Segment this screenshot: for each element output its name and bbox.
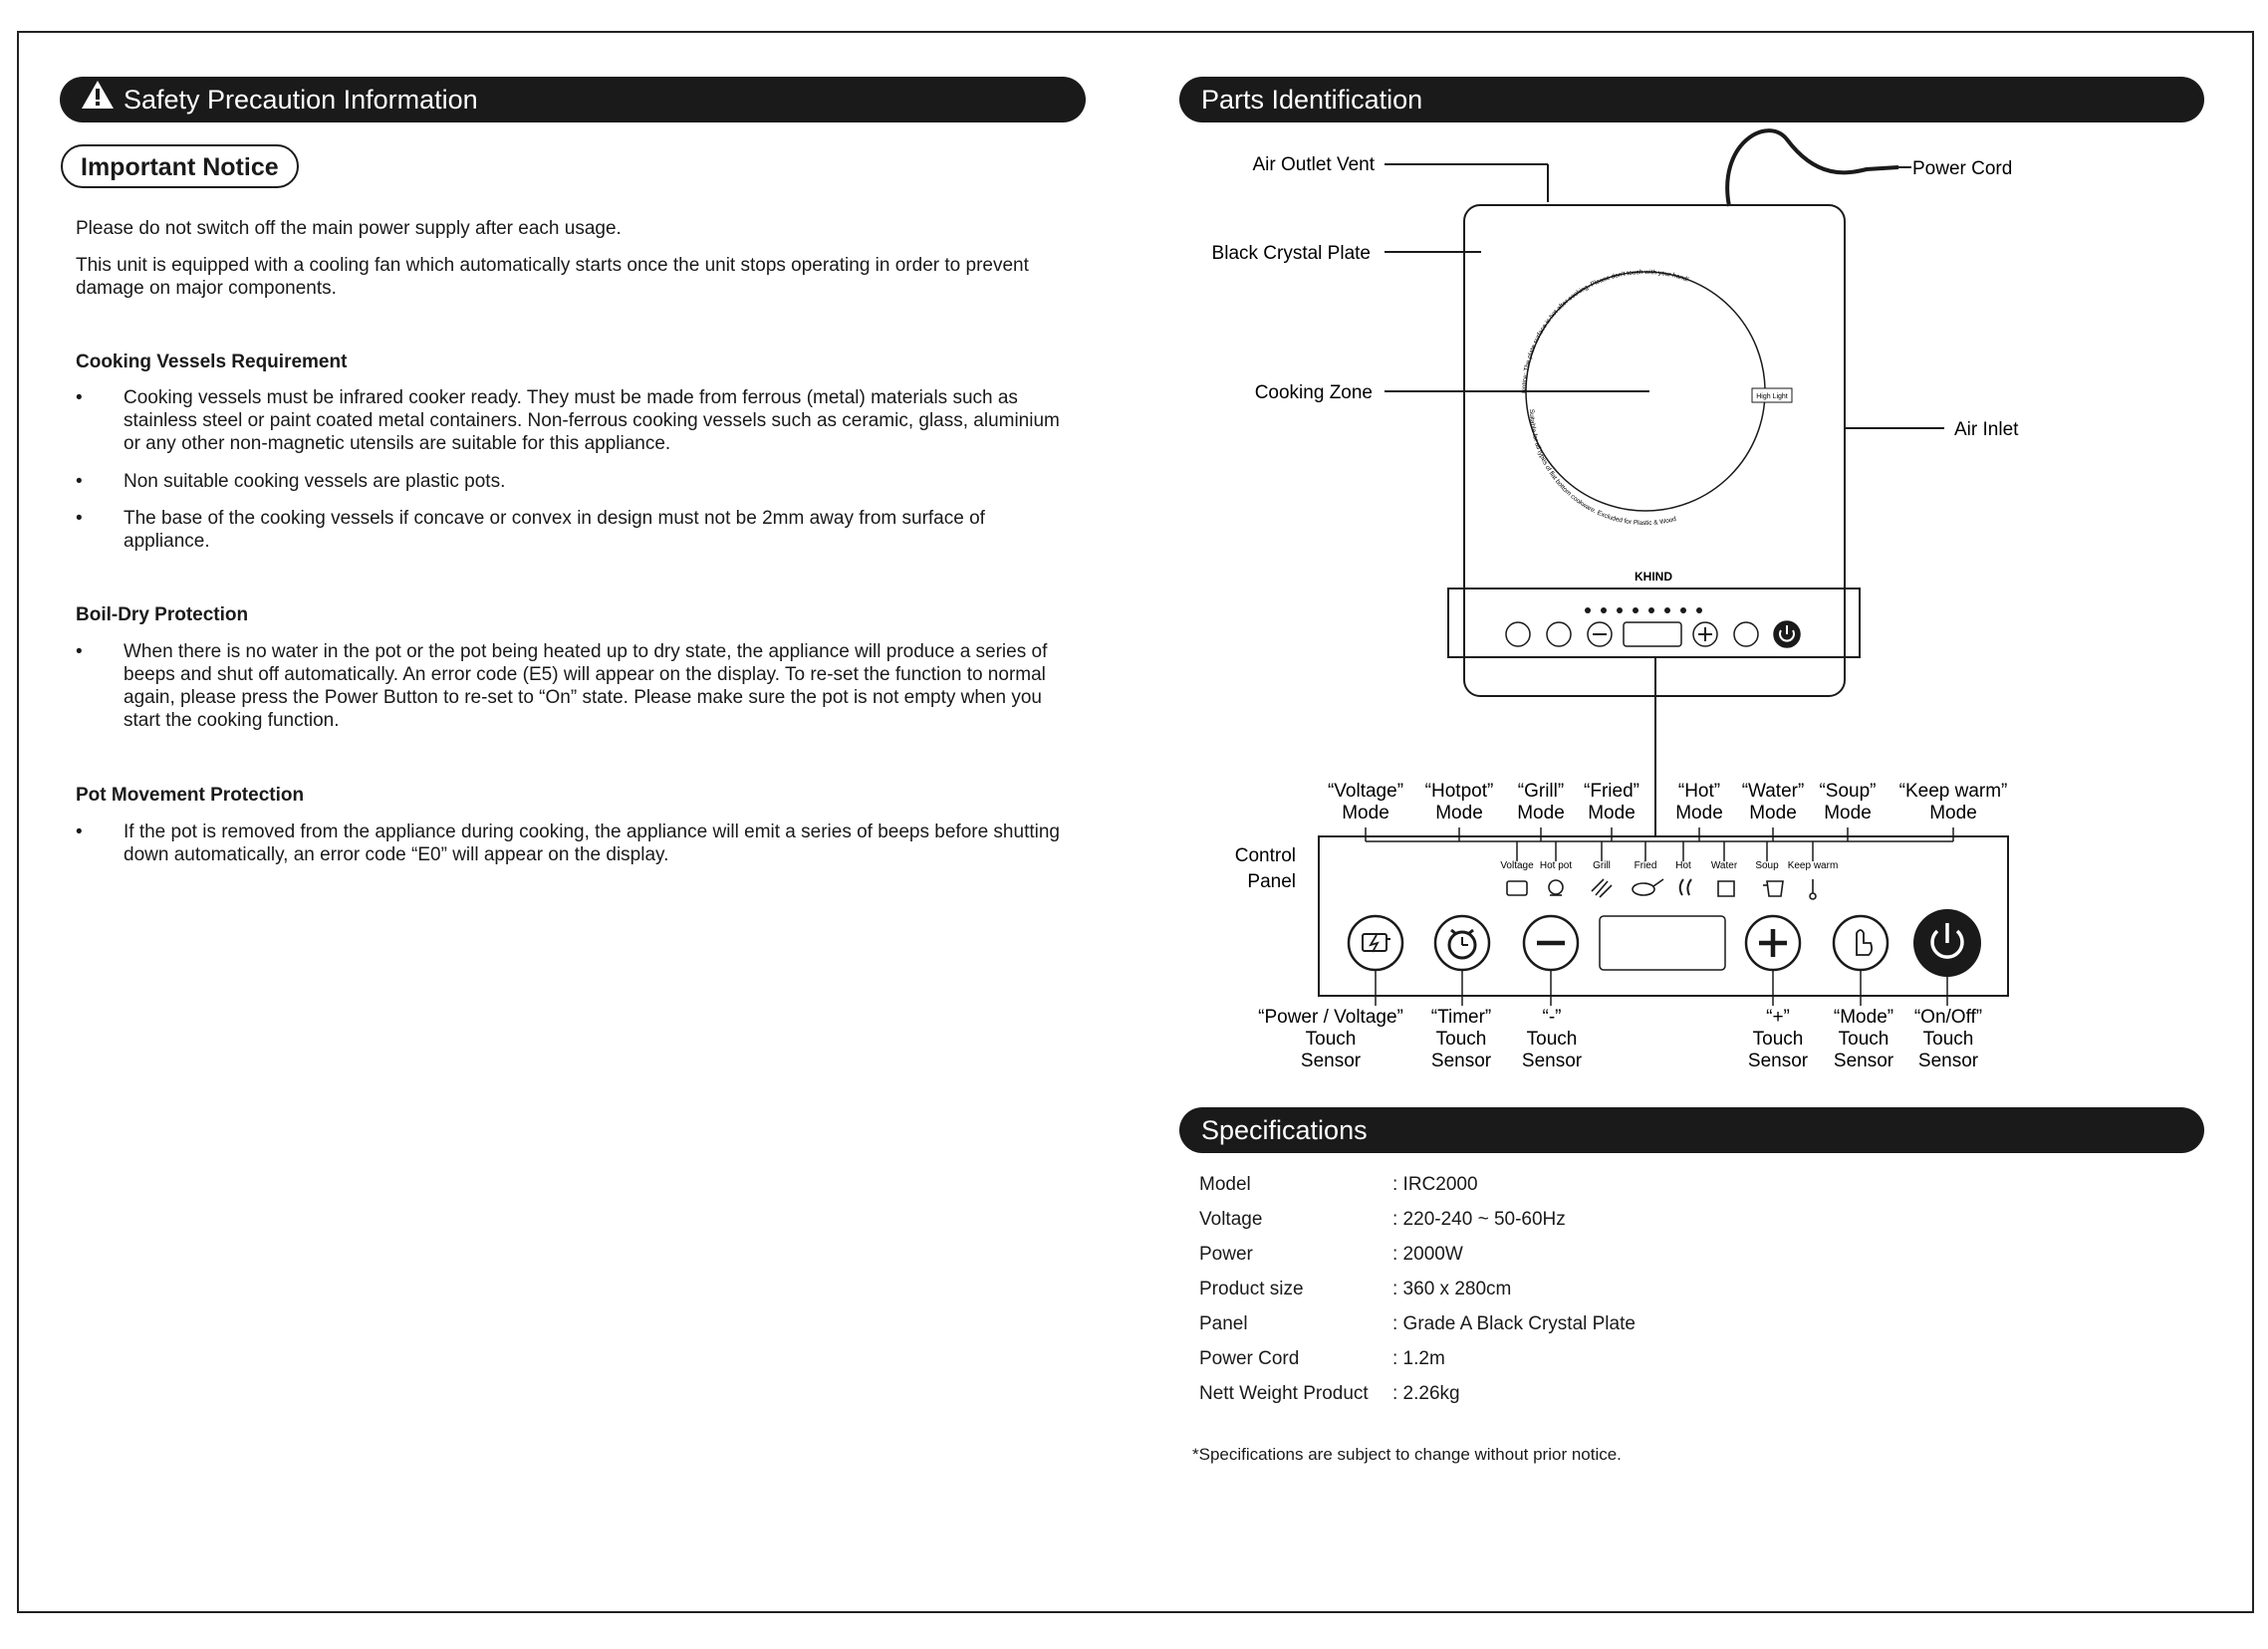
svg-text:Mode: Mode [1517, 803, 1565, 824]
on-off-button [1913, 909, 1981, 977]
parts-section-header: Parts Identification [1179, 77, 2204, 122]
svg-text:“Grill”: “Grill” [1517, 781, 1565, 802]
intro-paragraph: This unit is equipped with a cooling fan which automatically starts once the unit stops operating in order to prevent damage on major components. [76, 255, 1029, 299]
air-outlet-label: Air Outlet Vent [1252, 154, 1375, 175]
svg-text:Sensor: Sensor [1747, 1051, 1809, 1071]
svg-text:“On/Off”: “On/Off” [1913, 1007, 1983, 1028]
svg-text:Sensor: Sensor [1300, 1051, 1362, 1071]
svg-text:Touch: Touch [1305, 1029, 1357, 1050]
sensor-labels [1258, 1007, 1982, 1071]
power-cord [1727, 130, 1898, 206]
svg-text:Voltage: Voltage [1500, 860, 1534, 871]
svg-text:“Water”: “Water” [1741, 781, 1805, 802]
list-item: • Cooking vessels must be infrared cooker ready. They must be made from ferrous (metal) materials such as stainless steel or paint coated metal containers. Non-ferrous cooking vessels such as ceramic, glass, aluminium or any other non-magnetic utensils are suitable for this appliance. [76, 387, 1060, 454]
svg-text:Mode: Mode [1588, 803, 1636, 824]
parts-diagram [1179, 124, 2268, 1080]
svg-text:Mode: Mode [1342, 803, 1389, 824]
svg-text:Touch: Touch [1435, 1029, 1487, 1050]
svg-text:“Timer”: “Timer” [1430, 1007, 1492, 1028]
svg-text:Grill: Grill [1593, 860, 1611, 871]
control-panel-label: Control [1234, 845, 1296, 866]
svg-text:“-”: “-” [1542, 1007, 1562, 1028]
list-item: • The base of the cooking vessels if concave or convex in design must not be 2mm away from surface of appliance. [76, 508, 985, 552]
intro-paragraph: Please do not switch off the main power supply after each usage. [76, 218, 622, 239]
svg-text:“Keep warm”: “Keep warm” [1898, 781, 2008, 802]
display-window [1600, 916, 1725, 970]
svg-text:Sensor: Sensor [1430, 1051, 1492, 1071]
section-heading: Boil-Dry Protection [76, 604, 249, 625]
svg-text:“Mode”: “Mode” [1833, 1007, 1894, 1028]
svg-text:Touch: Touch [1922, 1029, 1974, 1050]
svg-text:Sensor: Sensor [1917, 1051, 1979, 1071]
timer-button [1435, 916, 1489, 970]
specs-disclaimer: *Specifications are subject to change without prior notice. [1192, 1445, 1622, 1464]
svg-text:“Hotpot”: “Hotpot” [1424, 781, 1494, 802]
svg-text:Touch: Touch [1526, 1029, 1578, 1050]
air-inlet-label: Air Inlet [1954, 419, 2019, 440]
svg-text:Sensor: Sensor [1521, 1051, 1583, 1071]
svg-text:Soup: Soup [1755, 860, 1779, 871]
cooking-zone-label: Cooking Zone [1254, 382, 1373, 403]
crystal-plate-label: Black Crystal Plate [1211, 243, 1371, 264]
safety-title: Safety Precaution Information [124, 85, 478, 115]
svg-text:Hot: Hot [1675, 860, 1691, 871]
mode-labels [1328, 781, 2007, 824]
warning-icon [80, 79, 116, 124]
power-voltage-button [1349, 916, 1402, 970]
mode-button [1834, 916, 1888, 970]
svg-text:Mode: Mode [1749, 803, 1797, 824]
section-heading: Pot Movement Protection [76, 785, 305, 806]
power-cord-label: Power Cord [1912, 158, 2013, 179]
svg-text:“Voltage”: “Voltage” [1327, 781, 1404, 802]
list-item: • Non suitable cooking vessels are plastic pots. [76, 471, 506, 492]
section-heading: Cooking Vessels Requirement [76, 352, 348, 372]
svg-text:“Hot”: “Hot” [1677, 781, 1721, 802]
svg-text:Hot pot: Hot pot [1539, 860, 1573, 871]
svg-text:“Fried”: “Fried” [1584, 781, 1639, 802]
svg-text:“Soup”: “Soup” [1819, 781, 1877, 802]
svg-text:Water: Water [1710, 860, 1738, 871]
brand-logo: KHIND [1635, 570, 1672, 584]
svg-text:“Power / Voltage”: “Power / Voltage” [1258, 1007, 1403, 1028]
minus-button [1524, 916, 1578, 970]
specifications-header: Specifications [1179, 1107, 2204, 1153]
svg-text:Mode: Mode [1929, 803, 1977, 824]
svg-text:Touch: Touch [1752, 1029, 1804, 1050]
plus-button [1746, 916, 1800, 970]
important-notice-label: Important Notice [61, 144, 299, 188]
svg-text:Fried: Fried [1634, 860, 1657, 871]
high-light-badge: High Light [1756, 393, 1788, 400]
svg-text:Keep warm: Keep warm [1787, 860, 1839, 871]
list-item: • If the pot is removed from the appliance during cooking, the appliance will emit a series of beeps before shutting down automatically, an error code “E0” will appear on the display. [76, 822, 1060, 865]
plate-notice-text: Notice: The plate surface is hot after cooking. Please don't touch with your hand! [1520, 268, 1690, 394]
svg-text:Mode: Mode [1435, 803, 1483, 824]
svg-text:Sensor: Sensor [1833, 1051, 1894, 1071]
svg-text:Mode: Mode [1675, 803, 1723, 824]
safety-section-header [60, 77, 1086, 122]
list-item: • When there is no water in the pot or the pot being heated up to dry state, the appliance will produce a series of beeps and shut off automatically. An error code (E5) will appear on the display. To re-set the function to normal again, please press the Power Button to re-set to “On” state. Please make sure the pot is not empty when you start the cooking function. [76, 641, 1048, 731]
control-panel-label: Panel [1247, 871, 1296, 892]
svg-text:Mode: Mode [1824, 803, 1872, 824]
svg-text:Touch: Touch [1838, 1029, 1890, 1050]
svg-text:“+”: “+” [1766, 1007, 1790, 1028]
plate-suitable-text: Suitable for all types of flat bottom cookware. Excluded for Plastic & Wood [1527, 408, 1677, 528]
